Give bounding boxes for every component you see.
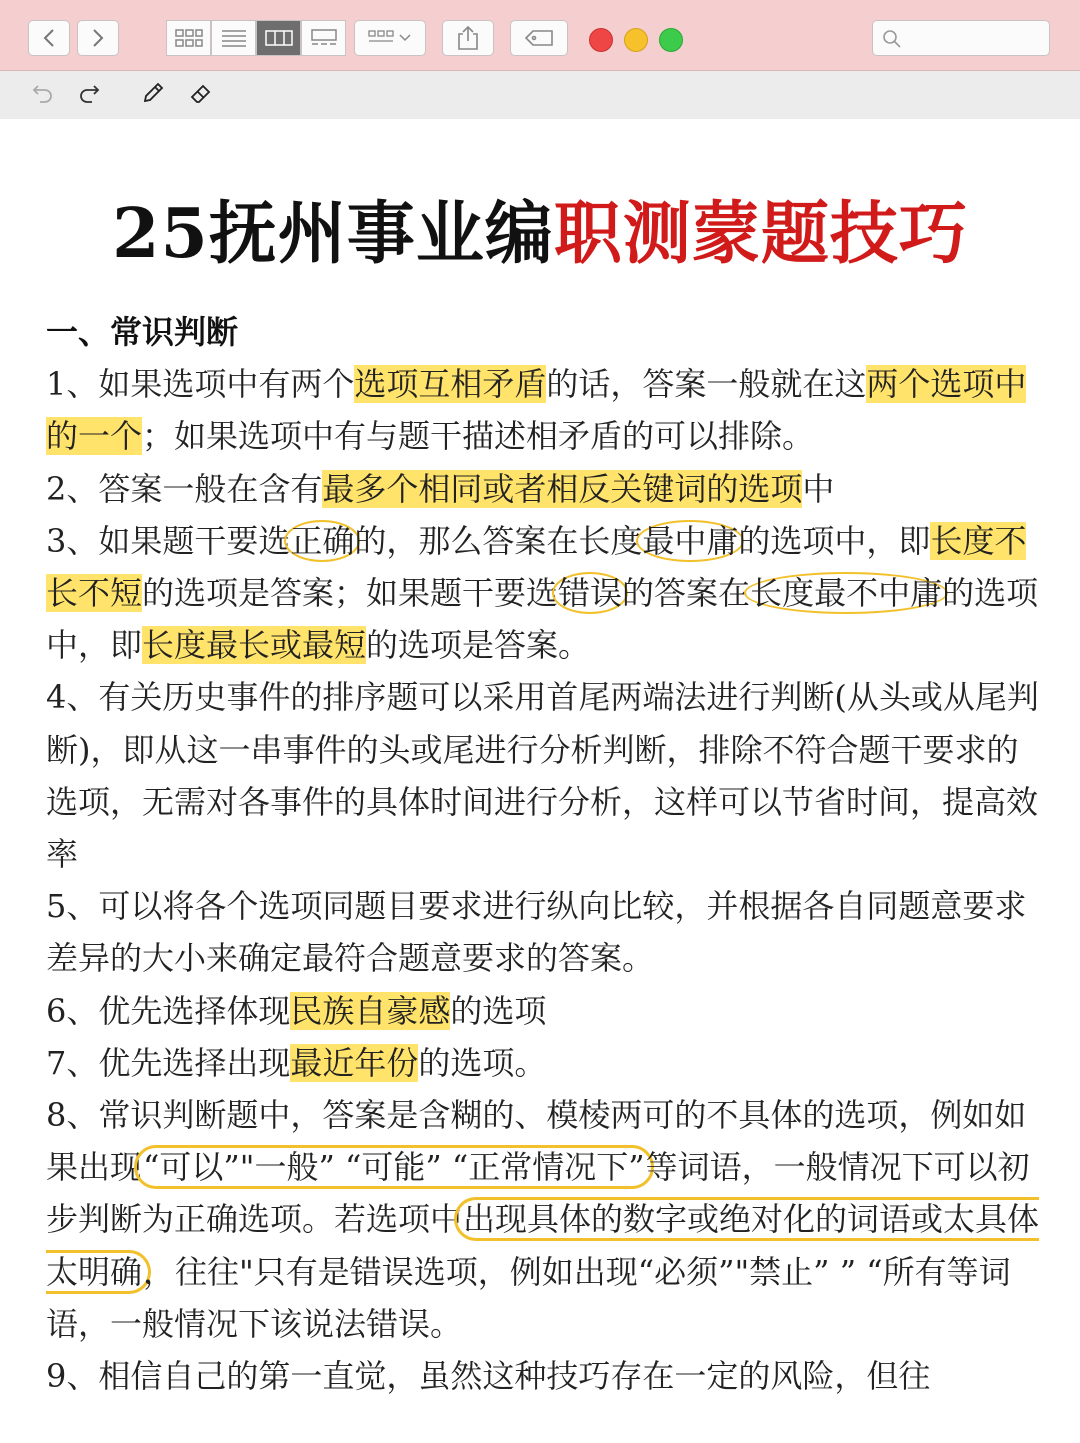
list-item-4: 4、有关历史事件的排序题可以采用首尾两端法进行判断(从头或从尾判断)，即从这一串事件的头或尾进行分析判断，排除不符合题干要求的选项，无需对各事件的具体时间进行分析，这样可以节省时间，提高效率 — [46, 678, 1039, 874]
tag-button[interactable] — [510, 20, 568, 56]
column-view-button[interactable] — [256, 20, 301, 56]
back-button[interactable] — [28, 20, 70, 56]
highlight: 最多个相同或者相反关键词的选项 — [322, 469, 803, 508]
undo-button[interactable] — [30, 80, 56, 106]
list-item-3: 3、如果题干要选正确的，那么答案在长度最中庸的选项中，即长度不长不短的选项是答案；如果题干要选错误的答案在长度最不中庸的选项中，即长度最长或最短的选项是答案。 — [46, 521, 1039, 665]
zoom-window-button[interactable] — [659, 28, 683, 52]
pen-tool-button[interactable] — [140, 80, 166, 106]
grid-icon — [175, 29, 203, 47]
chevron-left-icon — [42, 28, 56, 48]
forward-button[interactable] — [77, 20, 119, 56]
pencil-icon — [141, 81, 165, 105]
share-button[interactable] — [442, 20, 494, 56]
highlight: 长度不长不短 — [46, 521, 1027, 613]
list-icon — [221, 29, 247, 47]
view-mode-segment — [166, 20, 346, 56]
list-view-button[interactable] — [211, 20, 256, 56]
title-black-part: 25抚州事业编 — [112, 194, 554, 274]
circled-phrase: “可以”"一般” “可能” “正常情况下” — [134, 1145, 654, 1189]
eraser-icon — [189, 81, 213, 105]
search-icon — [882, 29, 902, 49]
group-dropdown-button[interactable] — [354, 20, 426, 56]
minimize-window-button[interactable] — [624, 28, 648, 52]
tag-icon — [524, 29, 554, 47]
list-item-5: 5、可以将各个选项同题目要求进行纵向比较，并根据各自同题意要求差异的大小来确定最符合题意要求的答案。 — [46, 887, 1027, 978]
search-field[interactable] — [872, 20, 1050, 56]
circled-word: 长度最不中庸 — [744, 572, 948, 614]
gallery-icon — [310, 29, 338, 47]
list-item-1: 1、如果选项中有两个选项互相矛盾的话，答案一般就在这两个选项中的一个；如果选项中有与题干描述相矛盾的可以排除。 — [46, 365, 1027, 456]
eraser-tool-button[interactable] — [188, 80, 214, 106]
highlight: 民族自豪感 — [290, 991, 451, 1030]
group-icon — [368, 29, 412, 47]
document-body — [46, 306, 1046, 1402]
circled-word: 正确 — [284, 520, 360, 562]
highlight: 最近年份 — [290, 1043, 419, 1082]
share-icon — [457, 25, 479, 51]
page-title — [0, 180, 1080, 277]
highlight: 两个选项中的一个 — [46, 365, 1027, 456]
list-item-9: 9、相信自己的第一直觉，虽然这种技巧存在一定的风险，但往 — [46, 1357, 931, 1396]
list-item-6: 6、优先选择体现民族自豪感的选项 — [46, 991, 547, 1030]
undo-icon — [31, 82, 55, 104]
redo-icon — [77, 82, 101, 104]
circled-phrase: 出现具体的数字或绝对化的词语或太具体太明确 — [46, 1197, 1039, 1293]
highlight: 选项互相矛盾 — [354, 365, 547, 404]
circled-word: 最中庸 — [636, 520, 744, 562]
title-red-part: 职测蒙题技巧 — [553, 194, 968, 274]
app-toolbar — [0, 0, 1080, 71]
list-item-7: 7、优先选择出现最近年份的选项。 — [46, 1043, 547, 1082]
redo-button[interactable] — [76, 80, 102, 106]
chevron-right-icon — [91, 28, 105, 48]
list-item-2: 2、答案一般在含有最多个相同或者相反关键词的选项中 — [46, 469, 835, 508]
gallery-view-button[interactable] — [301, 20, 346, 56]
close-window-button[interactable] — [589, 28, 613, 52]
highlight: 长度最长或最短 — [142, 626, 367, 665]
grid-view-button[interactable] — [166, 20, 211, 56]
section-heading: 一、常识判断 — [46, 313, 239, 351]
circled-word: 错误 — [552, 572, 628, 614]
columns-icon — [265, 29, 293, 47]
list-item-8: 8、常识判断题中，答案是含糊的、模棱两可的不具体的选项，例如如果出现“可以”"一般” “可能” “正常情况下”等词语，一般情况下可以初步判断为正确选项。若选项中出现具体的数字或绝对化的词语或太具体太明确，往往"只有是错误选项，例如出现“必须”"禁止” ” “所有等词语，一般情况下该说法错误。 — [46, 1096, 1040, 1343]
